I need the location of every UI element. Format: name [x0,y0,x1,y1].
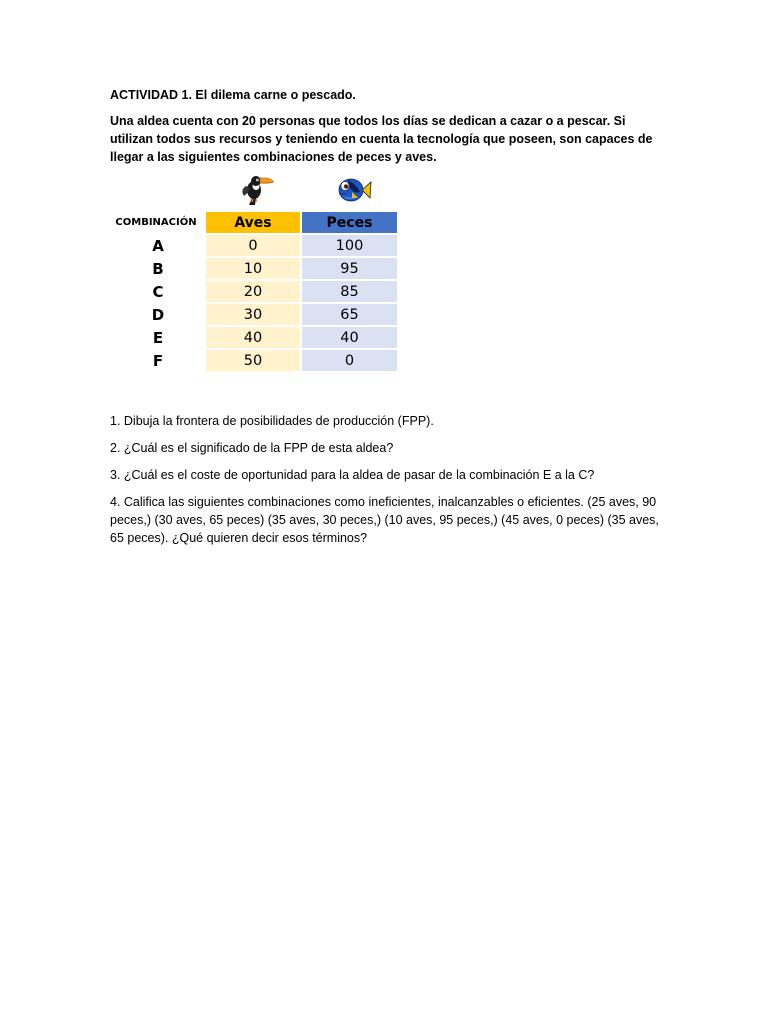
combination-cell: F [152,351,164,370]
peces-cell: 95 [302,258,397,279]
aves-cell: 30 [206,304,302,325]
question-4: 4. Califica las siguientes combinaciones como ineficientes, inalcanzables o eficientes. (25 aves, 90 peces,) (30 aves, 65 peces) (35 aves, 30 peces,) (10 aves, 95 peces,) (45 aves, 0 peces) (35 aves, 65 peces). ¿Qué quieren decir esos términos? [110,495,659,545]
combinations-table [110,210,397,373]
aves-cell: 40 [206,327,302,348]
activity-title: ACTIVIDAD 1. El dilema carne o pescado. [110,88,356,102]
blue-fish-icon [334,174,374,208]
combination-cell: A [152,236,164,255]
table-row [110,304,397,325]
aves-cell: 50 [206,350,302,371]
aves-header: Aves [206,212,302,233]
combination-header: COMBINACIÓN [115,217,197,228]
combination-cell: B [152,259,164,278]
peces-cell: 0 [302,350,397,371]
combination-cell: D [151,305,165,324]
table-header-row [110,212,397,233]
intro-paragraph: Una aldea cuenta con 20 personas que todos los días se dedican a cazar o a pescar. Si utilizan todos sus recursos y teniendo en cuenta la tecnología que poseen, son capaces de llegar a las siguientes combinaciones de peces y aves. [110,114,653,164]
document-page [110,86,670,556]
question-3: 3. ¿Cuál es el coste de oportunidad para la aldea de pasar de la combinación E a la C? [110,468,595,482]
table-row [110,281,397,302]
question-1: 1. Dibuja la frontera de posibilidades de producción (FPP). [110,414,434,428]
combinations-figure [110,178,410,378]
combination-cell: C [152,282,164,301]
combination-cell: E [152,328,164,347]
peces-cell: 85 [302,281,397,302]
peces-cell: 40 [302,327,397,348]
question-2: 2. ¿Cuál es el significado de la FPP de esta aldea? [110,441,394,455]
aves-cell: 10 [206,258,302,279]
table-row [110,258,397,279]
aves-cell: 20 [206,281,302,302]
table-row [110,350,397,371]
table-row [110,327,397,348]
peces-header: Peces [302,212,397,233]
peces-cell: 65 [302,304,397,325]
aves-cell: 0 [206,235,302,256]
peces-cell: 100 [302,235,397,256]
toucan-bird-icon [238,172,278,206]
table-row [110,235,397,256]
